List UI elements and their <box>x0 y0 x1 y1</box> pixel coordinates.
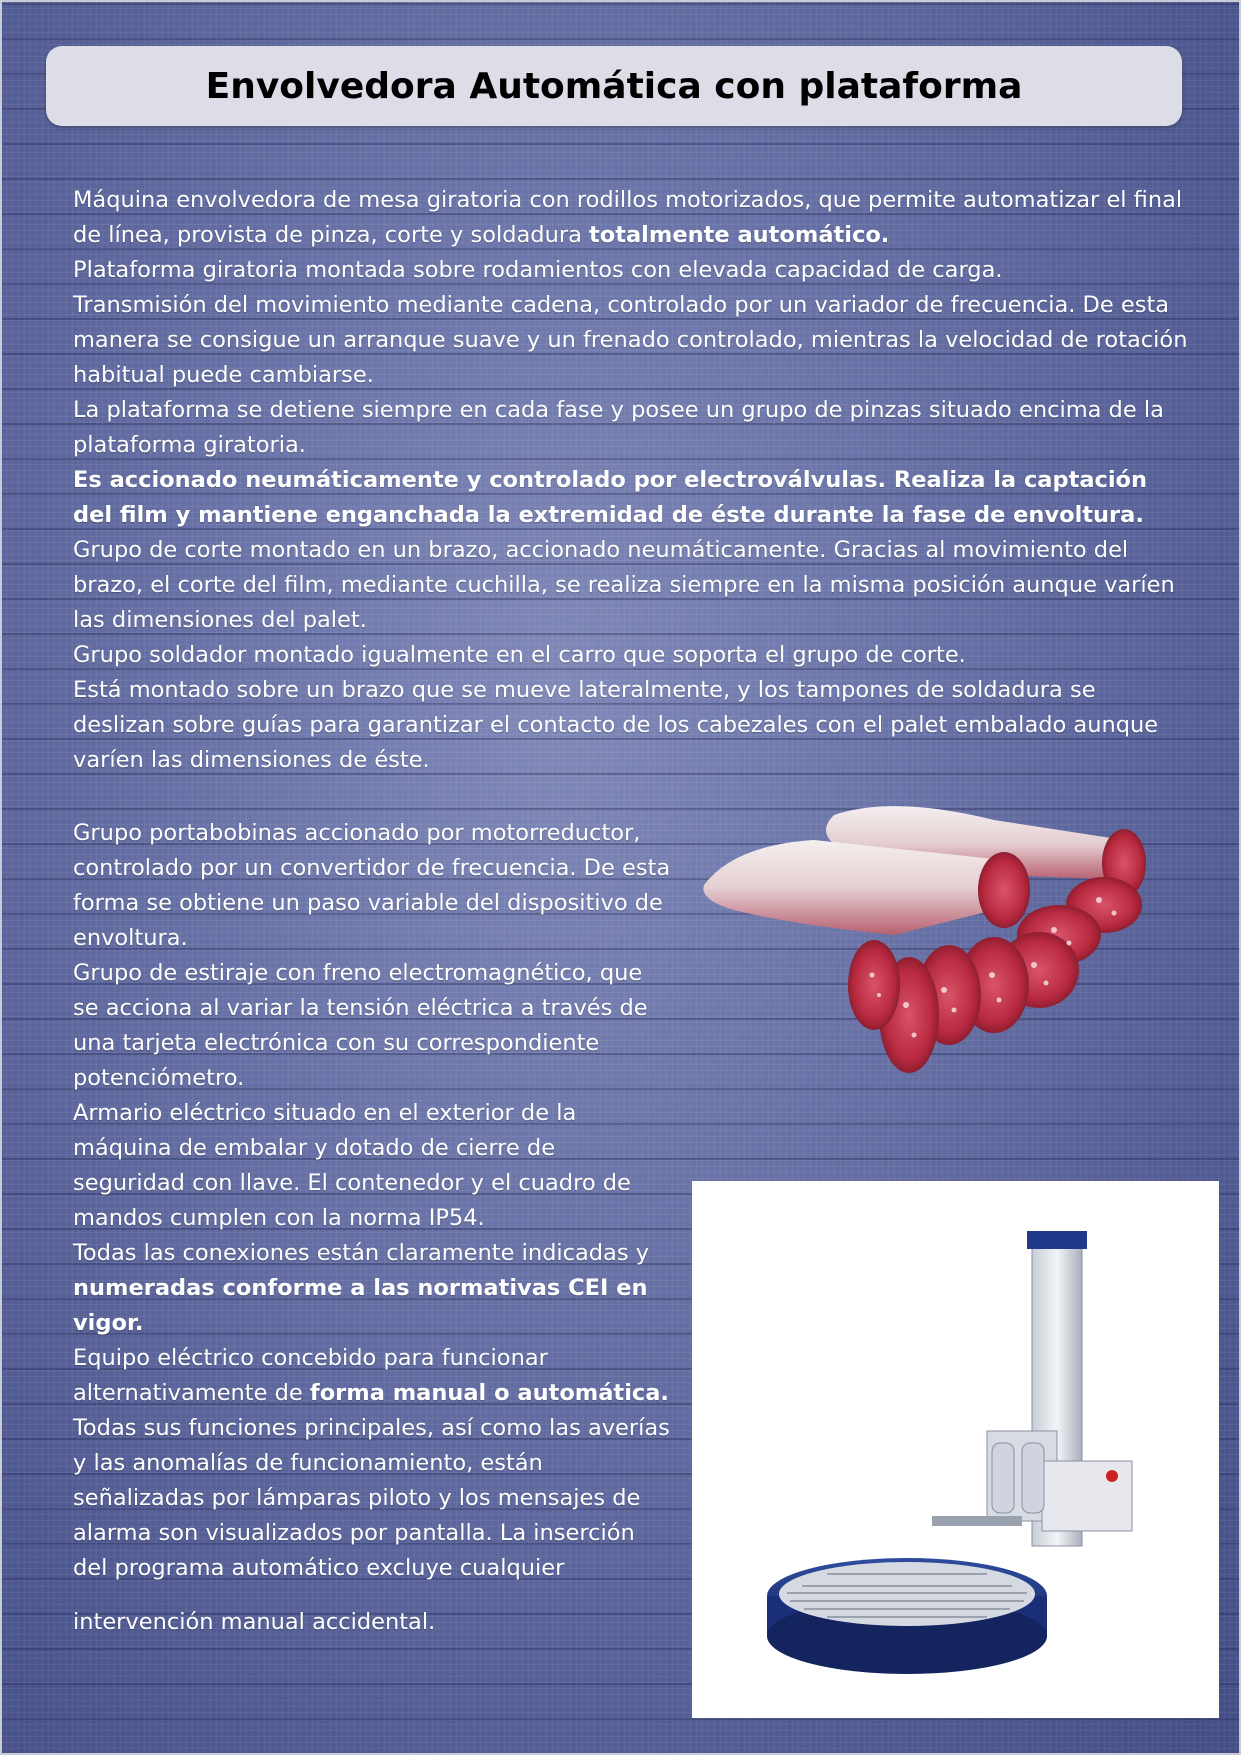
paragraph-bold-text: totalmente automático. <box>589 222 890 248</box>
paragraph: intervención manual accidental. <box>73 1609 436 1635</box>
features-text-block <box>73 816 673 1640</box>
paragraph-bold-text: forma manual o automática. <box>309 1380 669 1406</box>
page-title: Envolvedora Automática con plataforma <box>205 65 1023 107</box>
intro-text-block <box>73 183 1193 778</box>
paragraph <box>73 1236 673 1341</box>
paragraph: Grupo portabobinas accionado por motorreductor, controlado por un convertidor de frecuencia. De esta forma se obtiene un paso variable del dispositivo de envoltura. <box>73 820 671 951</box>
paragraph-bold-text: Es accionado neumáticamente y controlado por electroválvulas. Realiza la captación del film y mantiene enganchada la extremidad de éste durante la fase de envoltura. <box>73 467 1148 528</box>
wrapping-machine-image <box>692 1181 1219 1718</box>
paragraph <box>73 1341 673 1411</box>
paragraph: Está montado sobre un brazo que se mueve lateralmente, y los tampones de soldadura se deslizan sobre guías para garantizar el contacto de los cabezales con el palet embalado aunque varíen las dimensiones de éste. <box>73 677 1159 773</box>
paragraph-bold <box>73 463 1193 533</box>
paragraph: Todas sus funciones principales, así como las averías y las anomalías de funcionamiento, están señalizadas por lámparas piloto y los mensajes de alarma son visualizados por pantalla. La inserción del programa automático excluye cualquier <box>73 1415 670 1581</box>
paragraph: Plataforma giratoria montada sobre rodamientos con elevada capacidad de carga. <box>73 257 1003 283</box>
title-banner <box>46 46 1182 126</box>
paragraph <box>73 183 1193 253</box>
paragraph: Grupo de estiraje con freno electromagnético, que se acciona al variar la tensión eléctrica a través de una tarjeta electrónica con su correspondiente potenciómetro. <box>73 960 648 1091</box>
paragraph-text: Equipo eléctrico concebido para funcionar alternativamente de <box>73 1345 548 1406</box>
paragraph-text: Máquina envolvedora de mesa giratoria con rodillos motorizados, que permite automatizar el final de línea, provista de pinza, corte y soldadura <box>73 187 1183 248</box>
wrapping-machine-illustration <box>692 1181 1219 1718</box>
salami-illustration <box>694 795 1168 1085</box>
paragraph: Transmisión del movimiento mediante cadena, controlado por un variador de frecuencia. De esta manera se consigue un arranque suave y un frenado controlado, mientras la velocidad de rotación habitual puede cambiarse. <box>73 292 1188 388</box>
paragraph-text: Todas las conexiones están claramente indicadas y <box>73 1240 650 1266</box>
paragraph: Grupo soldador montado igualmente en el carro que soporta el grupo de corte. <box>73 642 966 668</box>
paragraph: Armario eléctrico situado en el exterior de la máquina de embalar y dotado de cierre de seguridad con llave. El contenedor y el cuadro de mandos cumplen con la norma IP54. <box>73 1100 631 1231</box>
paragraph: La plataforma se detiene siempre en cada fase y posee un grupo de pinzas situado encima de la plataforma giratoria. <box>73 397 1164 458</box>
paragraph: Grupo de corte montado en un brazo, accionado neumáticamente. Gracias al movimiento del brazo, el corte del film, mediante cuchilla, se realiza siempre en la misma posición aunque varíen las dimensiones del palet. <box>73 537 1175 633</box>
salami-product-image <box>694 795 1168 1085</box>
paragraph-bold-text: numeradas conforme a las normativas CEI en vigor. <box>73 1275 648 1336</box>
